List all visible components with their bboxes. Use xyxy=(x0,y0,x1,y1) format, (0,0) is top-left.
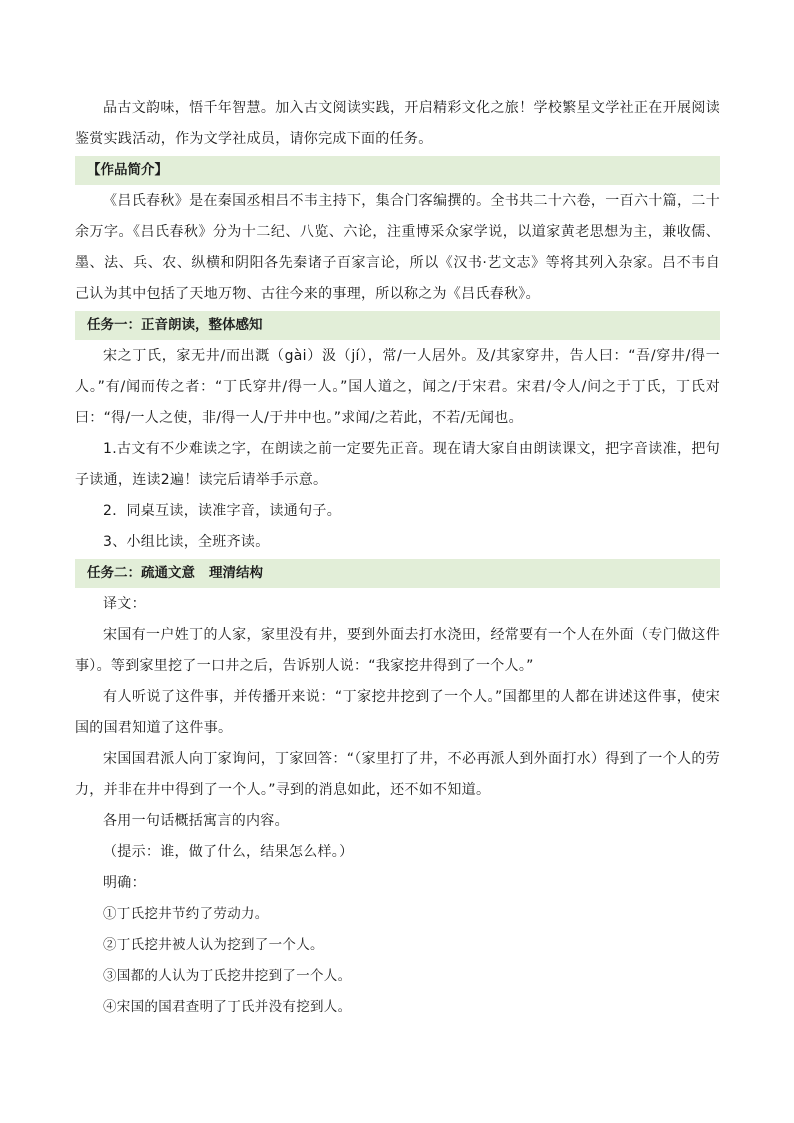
answer-label: 明确： xyxy=(103,875,146,891)
translation-label: 译文： xyxy=(103,596,146,612)
summary-hint: （提示：谁，做了什么，结果怎么样。） xyxy=(103,844,354,860)
answer-item-1: ①丁氏挖井节约了劳动力。 xyxy=(103,906,269,922)
intro-paragraph: 品古文韵味，悟千年智慧。加入古文阅读实践，开启精彩文化之旅！学校繁星文学社正在开展阅读鉴赏实践活动，作为文学社成员，请你完成下面的任务。 xyxy=(75,100,720,147)
task1-step-3: 3、小组比读，全班齐读。 xyxy=(103,534,270,550)
summary-question: 各用一句话概括寓言的内容。 xyxy=(103,813,289,829)
work-intro-paragraph: 《吕氏春秋》是在秦国丞相吕不韦主持下，集合门客编撰的。全书共二十六卷，一百六十篇，二十余万字。《吕氏春秋》分为十二纪、八览、六论，注重博采众家学说，以道家黄老思想为主，兼收儒、墨、法、兵、农、纵横和阴阳各先秦诸子百家言论，所以《汉书·艺文志》等将其列入杂家。吕不韦自己认为其中包括了天地万物、古往今来的事理，所以称之为《吕氏春秋》。 xyxy=(75,193,720,302)
answer-item-4: ④宋国的国君查明了丁氏并没有挖到人。 xyxy=(103,999,352,1015)
document-body xyxy=(75,93,720,1023)
section-heading-intro: 【作品简介】 xyxy=(75,156,720,185)
translation-paragraph-2: 有人听说了这件事，并传播开来说：“丁家挖井挖到了一个人。”国都里的人都在讲述这件事，使宋国的国君知道了这件事。 xyxy=(75,689,720,736)
task1-heading: 任务一：正音朗读，整体感知 xyxy=(75,311,720,340)
classical-passage: 宋之丁氏，家无井/而出溉（gài）汲（jí），常/一人居外。及/其家穿井，告人曰：“吾/穿井/得一人。”有/闻而传之者：“丁氏穿井/得一人。”国人道之，闻之/于宋君。宋君/令人/问之于丁氏，丁氏对曰：“得/一人之使，非/得一人/于井中也。”求闻/之若此，不若/无闻也。 xyxy=(75,348,720,426)
task2-heading xyxy=(75,559,720,588)
task2-heading-part-b: 理清结构 xyxy=(209,565,263,581)
task1-step-2: 2．同桌互读，读准字音，读通句子。 xyxy=(103,503,342,519)
answer-item-2: ②丁氏挖井被人认为挖到了一个人。 xyxy=(103,937,324,953)
task2-heading-part-a: 任务二：疏通文意 xyxy=(87,565,195,581)
task1-step-1: 1.古文有不少难读之字，在朗读之前一定要先正音。现在请大家自由朗读课文，把字音读准，把句子读通，连读2遍！读完后请举手示意。 xyxy=(75,441,720,488)
translation-paragraph-3: 宋国国君派人向丁家询问，丁家回答：“（家里打了井，不必再派人到外面打水）得到了一个人的劳力，并非在井中得到了一个人。”寻到的消息如此，还不如不知道。 xyxy=(75,751,720,798)
answer-item-3: ③国都的人认为丁氏挖井挖到了一个人。 xyxy=(103,968,352,984)
translation-paragraph-1: 宋国有一户姓丁的人家，家里没有井，要到外面去打水浇田，经常要有一个人在外面（专门做这件事）。等到家里挖了一口井之后，告诉别人说：“我家挖井得到了一个人。” xyxy=(75,627,720,674)
